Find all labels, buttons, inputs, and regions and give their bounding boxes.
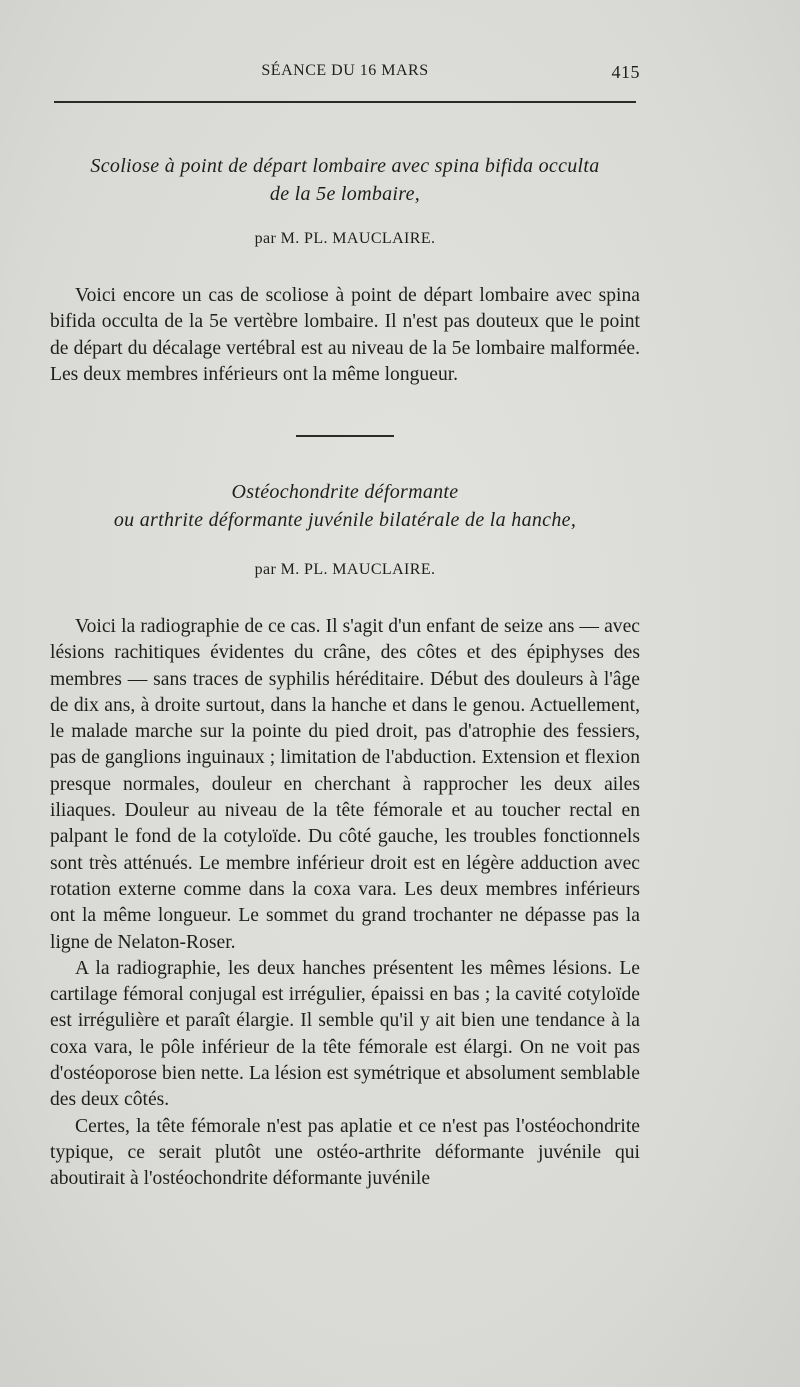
article1-body <box>50 283 640 388</box>
article1-author: M. PL. MAUCLAIRE. <box>280 230 436 247</box>
article1-paragraph: Voici encore un cas de scoliose à point de départ lombaire avec spina bifida occulta de la 5e vertèbre lombaire. Il n'est pas douteux que le point de départ du décalage vertébral est au niveau de la 5e lombaire malformée. Les deux membres inférieurs ont la même longueur. <box>50 285 640 385</box>
article2-paragraph-3: Certes, la tête fémorale n'est pas aplatie et ce n'est pas l'ostéochondrite typique, ce serait plutôt une ostéo-arthrite déformante juvénile qui aboutirait à l'ostéochondrite déformante juvénile <box>50 1115 640 1190</box>
article2-byline-prefix: par <box>254 561 277 578</box>
article2-title-line1: Ostéochondrite déformante <box>231 481 459 503</box>
article1-byline <box>50 230 640 248</box>
article2-paragraph-1: Voici la radiographie de ce cas. Il s'agit d'un enfant de seize ans — avec lésions rachitiques évidentes du crâne, des côtes et des épiphyses des membres — sans traces de syphilis héréditaire. Début des douleurs à l'âge de dix ans, à droite surtout, dans la hanche et dans le genou. Actuellement, le malade marche sur la pointe du pied droit, pas d'atrophie des fessiers, pas de ganglions inguinaux ; limitation de l'abduction. Extension et flexion presque normales, douleur en cherchant à rapprocher les deux ailes iliaques. Douleur au niveau de la tête fémorale et au toucher rectal en palpant le fond de la cotyloïde. Du côté gauche, les troubles fonctionnels sont très atténués. Le membre inférieur droit est en légère adduction avec rotation externe comme dans la coxa vara. Les deux membres inférieurs ont la même longueur. Le sommet du grand trochanter ne dépasse pas la ligne de Nelaton-Roser. <box>50 616 640 953</box>
article2-title-line2: ou arthrite déformante juvénile bilatérale de la hanche, <box>113 509 577 531</box>
running-head <box>50 62 640 88</box>
article2-body <box>50 614 640 1193</box>
page-number: 415 <box>611 62 640 82</box>
article2-author: M. PL. MAUCLAIRE. <box>280 561 436 578</box>
article1-title-line2: de la 5e lombaire, <box>269 183 421 205</box>
header-rule <box>54 101 636 103</box>
section-separator <box>296 435 394 437</box>
article2-byline <box>50 561 640 579</box>
article1-byline-prefix: par <box>254 230 277 247</box>
article1-title-line1: Scoliose à point de départ lombaire avec spina bifida occulta <box>90 155 600 177</box>
article2-paragraph-2: A la radiographie, les deux hanches présentent les mêmes lésions. Le cartilage fémoral conjugal est irrégulier, épaissi en bas ; la cavité cotyloïde est irrégulière et paraît élargie. Il semble qu'il y ait bien une tendance à la coxa vara, le pôle inférieur de la tête fémorale est élargi. On ne voit pas d'ostéoporose bien nette. La lésion est symétrique et absolument semblable des deux côtés. <box>50 957 640 1111</box>
running-title: SÉANCE DU 16 MARS <box>261 62 429 79</box>
